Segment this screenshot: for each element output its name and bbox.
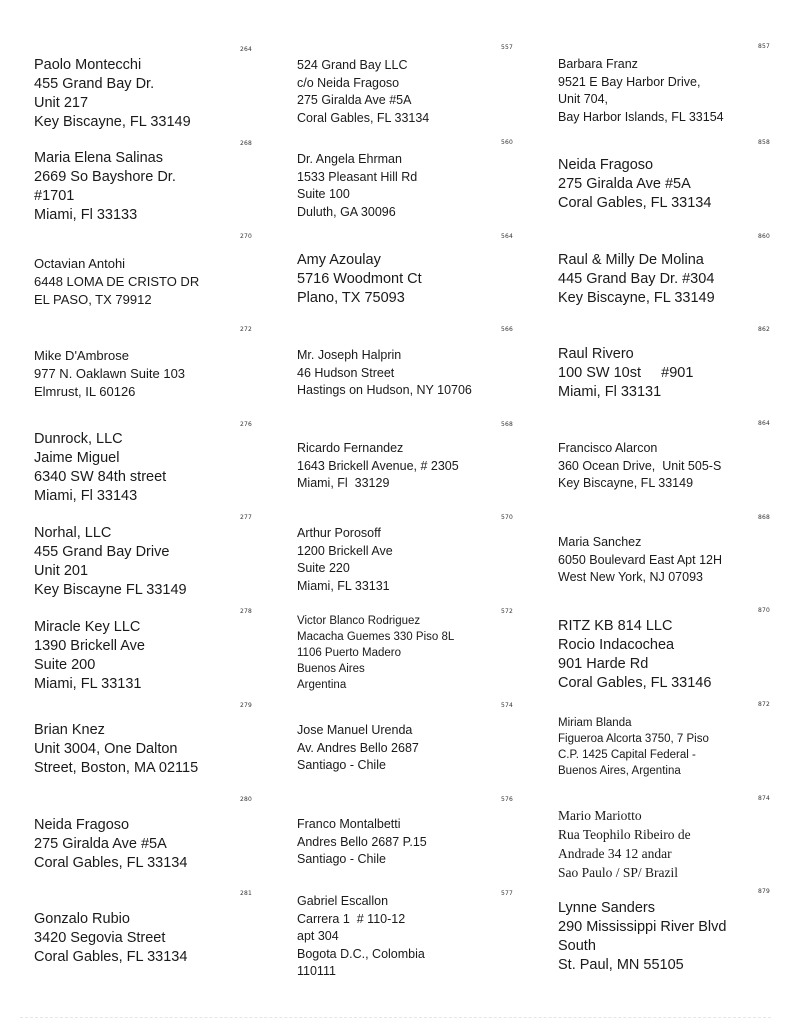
recipient-name: Raul & Milly De Molina: [558, 252, 704, 268]
label-number: 574: [501, 702, 514, 709]
address-line: Carrera 1 # 110-12: [297, 911, 406, 926]
address-line: Duluth, GA 30096: [297, 204, 396, 219]
address-line: Miami, Fl 33143: [34, 488, 138, 504]
label-number: 276: [240, 421, 253, 428]
recipient-name: Maria Sanchez: [558, 535, 642, 549]
address-block: [34, 618, 145, 694]
address-line: South: [558, 938, 596, 954]
address-line: Coral Gables, FL 33134: [34, 949, 188, 965]
recipient-name: Amy Azoulay: [297, 252, 381, 268]
address-line: 9521 E Bay Harbor Drive,: [558, 74, 701, 89]
address-line: 275 Giralda Ave #5A: [297, 93, 412, 107]
recipient-name: Paolo Montecchi: [34, 57, 142, 73]
recipient-name: Octavian Antohi: [34, 256, 126, 271]
address-line: Key Biscayne FL 33149: [34, 582, 187, 598]
address-block: [558, 617, 711, 693]
address-line: Bay Harbor Islands, FL 33154: [558, 109, 724, 124]
address-block: [297, 613, 454, 693]
recipient-name: Dr. Angela Ehrman: [297, 152, 402, 166]
address-line: 1533 Pleasant Hill Rd: [297, 169, 418, 184]
recipient-name: RITZ KB 814 LLC: [558, 618, 673, 634]
label-number: 862: [758, 326, 771, 333]
address-line: 901 Harde Rd: [558, 656, 649, 672]
address-line: Av. Andres Bello 2687: [297, 740, 419, 755]
label-number: 576: [501, 796, 514, 803]
address-block: [34, 910, 187, 967]
recipient-name: Miriam Blanda: [558, 717, 632, 729]
recipient-name: 524 Grand Bay LLC: [297, 58, 408, 72]
address-block: [297, 151, 417, 221]
address-block: [558, 806, 691, 882]
label-number: 264: [240, 46, 253, 53]
address-line: Key Biscayne, FL 33149: [558, 290, 715, 306]
label-number: 868: [758, 514, 771, 521]
address-line: Argentina: [297, 679, 347, 691]
address-line: Suite 100: [297, 187, 350, 201]
address-line: Unit 201: [34, 563, 89, 579]
address-line: 455 Grand Bay Dr.: [34, 76, 155, 92]
address-block: [558, 440, 721, 493]
address-line: Unit 3004, One Dalton: [34, 741, 178, 757]
recipient-name: Franco Montalbetti: [297, 817, 401, 831]
address-line: 1106 Puerto Madero: [297, 647, 401, 659]
address-line: 3420 Segovia Street: [34, 930, 166, 946]
address-line: 1643 Brickell Avenue, # 2305: [297, 458, 459, 473]
recipient-name: Barbara Franz: [558, 57, 638, 71]
label-number: 564: [501, 233, 514, 240]
address-block: [34, 721, 198, 778]
address-line: Key Biscayne, FL 33149: [34, 114, 191, 130]
address-line: West New York, NJ 07093: [558, 570, 703, 584]
address-block: [558, 156, 711, 213]
address-line: 455 Grand Bay Drive: [34, 544, 170, 560]
address-block: [297, 347, 472, 400]
page-bottom-divider: [20, 1017, 771, 1018]
address-line: Coral Gables, FL 33134: [34, 855, 188, 871]
address-line: Buenos Aires, Argentina: [558, 765, 681, 777]
recipient-name: Neida Fragoso: [34, 817, 130, 833]
label-number: 560: [501, 139, 514, 146]
recipient-name: Mario Mariotto: [558, 808, 642, 823]
address-line: Buenos Aires: [297, 663, 365, 675]
label-number: 557: [501, 44, 514, 51]
address-line: Elmrust, IL 60126: [34, 384, 136, 399]
address-line: Coral Gables, FL 33134: [297, 110, 430, 125]
label-number: 278: [240, 608, 253, 615]
address-line: Coral Gables, FL 33134: [558, 195, 712, 211]
label-number: 270: [240, 233, 253, 240]
address-line: EL PASO, TX 79912: [34, 292, 152, 307]
address-line: Macacha Guemes 330 Piso 8L: [297, 631, 455, 643]
label-number: 872: [758, 701, 771, 708]
label-number: 577: [501, 890, 514, 897]
address-block: [34, 347, 185, 401]
address-block: [297, 440, 459, 493]
recipient-name: Raul Rivero: [558, 346, 634, 362]
address-block: [34, 816, 187, 873]
address-line: Key Biscayne, FL 33149: [558, 476, 694, 490]
address-line: c/o Neida Fragoso: [297, 75, 400, 90]
address-line: Suite 200: [34, 657, 96, 673]
label-number: 566: [501, 326, 514, 333]
address-line: Rua Teophilo Ribeiro de: [558, 827, 691, 842]
address-line: #1701: [34, 188, 75, 204]
label-number: 874: [758, 795, 771, 802]
recipient-name: Mike D'Ambrose: [34, 348, 129, 363]
recipient-name: Miracle Key LLC: [34, 619, 141, 635]
address-block: [558, 56, 724, 126]
address-line: Street, Boston, MA 02115: [34, 760, 199, 776]
recipient-name: Brian Knez: [34, 722, 105, 738]
address-line: 6340 SW 84th street: [34, 469, 167, 485]
address-block: [297, 57, 429, 127]
label-number: 570: [501, 514, 514, 521]
recipient-name: Ricardo Fernandez: [297, 441, 404, 455]
address-line: St. Paul, MN 55105: [558, 957, 684, 973]
address-line: Hastings on Hudson, NY 10706: [297, 383, 472, 397]
label-number: 858: [758, 139, 771, 146]
address-block: [558, 251, 715, 308]
address-line: 275 Giralda Ave #5A: [558, 176, 691, 192]
address-block: [297, 893, 425, 981]
label-number: 870: [758, 607, 771, 614]
address-line: Suite 220: [297, 561, 350, 575]
label-number: 277: [240, 514, 253, 521]
address-line: Jaime Miguel: [34, 450, 120, 466]
address-block: [34, 430, 166, 506]
address-block: [34, 524, 187, 600]
address-line: Figueroa Alcorta 3750, 7 Piso: [558, 733, 709, 745]
recipient-name: Neida Fragoso: [558, 157, 654, 173]
address-line: 2669 So Bayshore Dr.: [34, 169, 176, 185]
address-block: [34, 56, 191, 132]
label-number: 268: [240, 140, 253, 147]
address-line: C.P. 1425 Capital Federal -: [558, 749, 696, 761]
label-number: 280: [240, 796, 253, 803]
address-block: [297, 722, 419, 775]
address-line: 6448 LOMA DE CRISTO DR: [34, 274, 200, 289]
label-number: 279: [240, 702, 253, 709]
address-block: [558, 534, 722, 587]
address-line: 275 Giralda Ave #5A: [34, 836, 167, 852]
label-number: 857: [758, 43, 771, 50]
address-line: 100 SW 10st #901: [558, 365, 694, 381]
address-line: Miami, FL 33131: [297, 578, 390, 593]
address-line: Andrade 34 12 andar: [558, 846, 672, 861]
address-block: [558, 899, 726, 975]
address-line: Miami, Fl 33131: [558, 384, 662, 400]
address-line: Rocio Indacochea: [558, 637, 675, 653]
recipient-name: Francisco Alarcon: [558, 441, 658, 455]
address-block: [297, 251, 422, 308]
label-number: 272: [240, 326, 253, 333]
address-block: [558, 345, 693, 402]
address-line: Bogota D.C., Colombia: [297, 946, 425, 961]
address-line: Coral Gables, FL 33146: [558, 675, 712, 691]
recipient-name: Mr. Joseph Halprin: [297, 348, 402, 362]
address-line: Plano, TX 75093: [297, 290, 405, 306]
address-line: 360 Ocean Drive, Unit 505-S: [558, 458, 722, 473]
recipient-name: Norhal, LLC: [34, 525, 112, 541]
address-line: Sao Paulo / SP/ Brazil: [558, 865, 679, 880]
recipient-name: Victor Blanco Rodriguez: [297, 615, 421, 627]
address-block: [558, 715, 709, 779]
address-block: [34, 255, 199, 309]
address-line: 290 Mississippi River Blvd: [558, 919, 727, 935]
address-line: 1390 Brickell Ave: [34, 638, 145, 654]
address-line: 6050 Boulevard East Apt 12H: [558, 552, 723, 567]
address-line: Miami, Fl 33133: [34, 207, 138, 223]
address-block: [297, 525, 393, 595]
recipient-name: Maria Elena Salinas: [34, 150, 163, 166]
address-line: 5716 Woodmont Ct: [297, 271, 422, 287]
address-line: Unit 217: [34, 95, 89, 111]
label-number: 281: [240, 890, 253, 897]
recipient-name: Dunrock, LLC: [34, 431, 123, 447]
address-block: [297, 816, 427, 869]
label-number: 864: [758, 420, 771, 427]
address-line: Santiago - Chile: [297, 852, 386, 866]
label-number: 568: [501, 421, 514, 428]
address-line: apt 304: [297, 929, 339, 943]
label-number: 860: [758, 233, 771, 240]
recipient-name: Arthur Porosoff: [297, 526, 381, 540]
recipient-name: Jose Manuel Urenda: [297, 723, 413, 737]
recipient-name: Gonzalo Rubio: [34, 911, 130, 927]
address-line: 1200 Brickell Ave: [297, 543, 393, 558]
address-line: 110111: [297, 964, 336, 978]
address-line: Santiago - Chile: [297, 758, 386, 772]
address-line: 46 Hudson Street: [297, 365, 395, 380]
label-number: 879: [758, 888, 771, 895]
label-number: 572: [501, 608, 514, 615]
address-line: Miami, Fl 33129: [297, 476, 390, 490]
address-line: Andres Bello 2687 P.15: [297, 834, 427, 849]
recipient-name: Lynne Sanders: [558, 900, 656, 916]
address-block: [34, 149, 176, 225]
address-line: 977 N. Oaklawn Suite 103: [34, 366, 186, 381]
address-line: 445 Grand Bay Dr. #304: [558, 271, 715, 287]
address-line: Unit 704,: [558, 92, 609, 106]
address-line: Miami, FL 33131: [34, 676, 142, 692]
recipient-name: Gabriel Escallon: [297, 894, 389, 908]
